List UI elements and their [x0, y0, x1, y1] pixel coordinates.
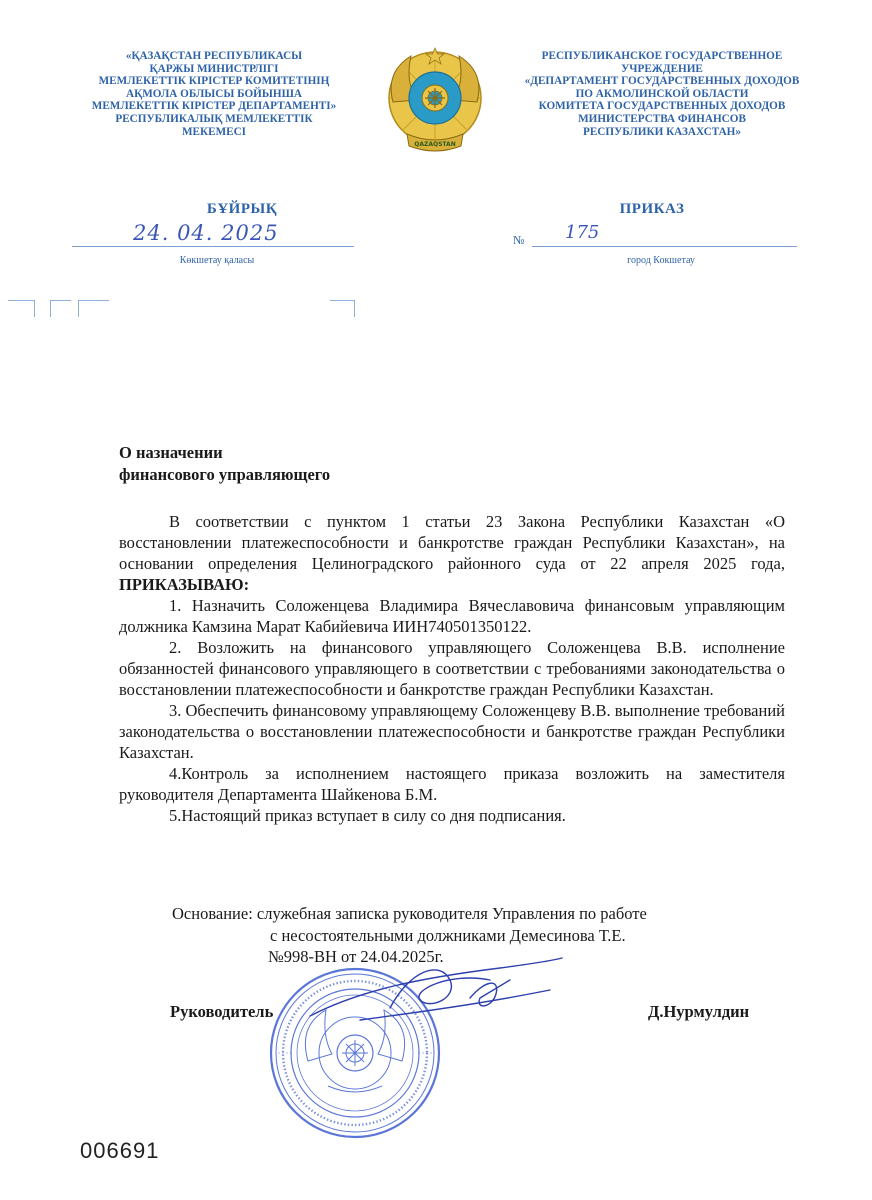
preamble-text: В соответствии с пунктом 1 статьи 23 Закона Республики Казахстан «О восстановлении платежеспособности и банкротстве граждан Республики Казахстан», на основании определения Целиноградского районного суда от 22 апреля 2025 года, — [119, 512, 785, 573]
paragraph-item-4: 4.Контроль за исполнением настоящего приказа возложить на заместителя руководителя Департамента Шайкенова Б.М. — [119, 764, 785, 804]
order-title-kz: БҰЙРЫҚ — [206, 201, 278, 217]
order-body — [119, 511, 785, 826]
header-kz — [64, 50, 364, 138]
header-kz-line: МЕМЛЕКЕТТІК КІРІСТЕР КОМИТЕТІНІҢ — [98, 75, 330, 88]
document-serial-number: 006691 — [80, 1138, 160, 1163]
header-ru-line: ПО АКМОЛИНСКОЙ ОБЛАСТИ — [575, 87, 749, 100]
basis-line-2: с несостоятельными должниками Демесинова Т.Е. — [270, 925, 626, 945]
header-ru-line: УЧРЕЖДЕНИЕ — [621, 62, 703, 75]
subject-line-1: О назначении — [119, 443, 223, 462]
number-underline — [532, 246, 797, 247]
basis-line-3: №998-ВН от 24.04.2025г. — [268, 947, 444, 966]
order-title-ru: ПРИКАЗ — [619, 201, 685, 217]
state-emblem-icon — [383, 42, 487, 158]
header-ru — [506, 50, 818, 138]
corner-mark-left-3 — [78, 300, 109, 317]
handwritten-signature — [300, 950, 570, 1030]
header-kz-line: «ҚАЗАҚСТАН РЕСПУБЛИКАСЫ — [125, 50, 303, 62]
basis-line-1: Основание: служебная записка руководителя Управления по работе — [172, 904, 647, 923]
city-ru: город Кокшетау — [627, 255, 695, 266]
paragraph-item-5: 5.Настоящий приказ вступает в силу со дня подписания. — [169, 806, 566, 825]
header-ru-line: РЕСПУБЛИКАНСКОЕ ГОСУДАРСТВЕННОЕ — [541, 50, 783, 62]
paragraph-preamble — [119, 511, 785, 595]
header-kz-line: ҚАРЖЫ МИНИСТРЛІГІ — [149, 62, 279, 75]
city-kz: Көкшетау қаласы — [179, 255, 255, 266]
paragraph-item-2: 2. Возложить на финансового управляющего Соложенцева В.В. исполнение обязанностей финансового управляющего в соответствии с требованиями законодательства о восстановлении платежеспособности и банкротстве граждан Республики Казахстан. — [119, 638, 785, 699]
paragraph-item-3: 3. Обеспечить финансовому управляющему Соложенцеву В.В. выполнение требований законодательства о восстановлении платежеспособности и банкротстве граждан Республики Казахстан. — [119, 701, 785, 762]
corner-mark-left — [8, 300, 35, 317]
signatory-name: Д.Нурмулдин — [648, 1002, 750, 1021]
preamble-order-word: ПРИКАЗЫВАЮ: — [119, 575, 250, 594]
header-ru-line: «ДЕПАРТАМЕНТ ГОСУДАРСТВЕННЫХ ДОХОДОВ — [524, 75, 800, 88]
subject-line-2: финансового управляющего — [119, 465, 331, 484]
paragraph-item-1: 1. Назначить Соложенцева Владимира Вячеславовича финансовым управляющим должника Камзина Марат Кабийевича ИИН740501350122. — [119, 596, 785, 636]
order-number-handwritten: 175 — [565, 222, 600, 243]
emblem-ribbon-text: QAZAQSTAN — [414, 141, 456, 148]
header-kz-line: РЕСПУБЛИКАЛЫҚ МЕМЛЕКЕТТІК — [115, 112, 313, 125]
date-underline — [72, 246, 354, 247]
corner-mark-left-2 — [50, 300, 71, 317]
order-subject — [119, 442, 330, 486]
order-date-handwritten: 24. 04. 2025 — [133, 221, 279, 245]
header-kz-line: МЕМЛЕКЕТТІК КІРІСТЕР ДЕПАРТАМЕНТІ» — [91, 100, 337, 113]
header-kz-line: МЕКЕМЕСІ — [181, 125, 247, 138]
header-ru-line: МИНИСТЕРСТВА ФИНАНСОВ — [578, 112, 746, 125]
corner-mark-right — [330, 300, 355, 317]
order-number-sign: № — [513, 233, 525, 247]
header-ru-line: КОМИТЕТА ГОСУДАРСТВЕННЫХ ДОХОДОВ — [538, 100, 786, 113]
header-kz-line: АҚМОЛА ОБЛЫСЫ БОЙЫНША — [126, 87, 302, 100]
signatory-role: Руководитель — [170, 1002, 274, 1021]
header-ru-line: РЕСПУБЛИКИ КАЗАХСТАН» — [583, 125, 741, 138]
